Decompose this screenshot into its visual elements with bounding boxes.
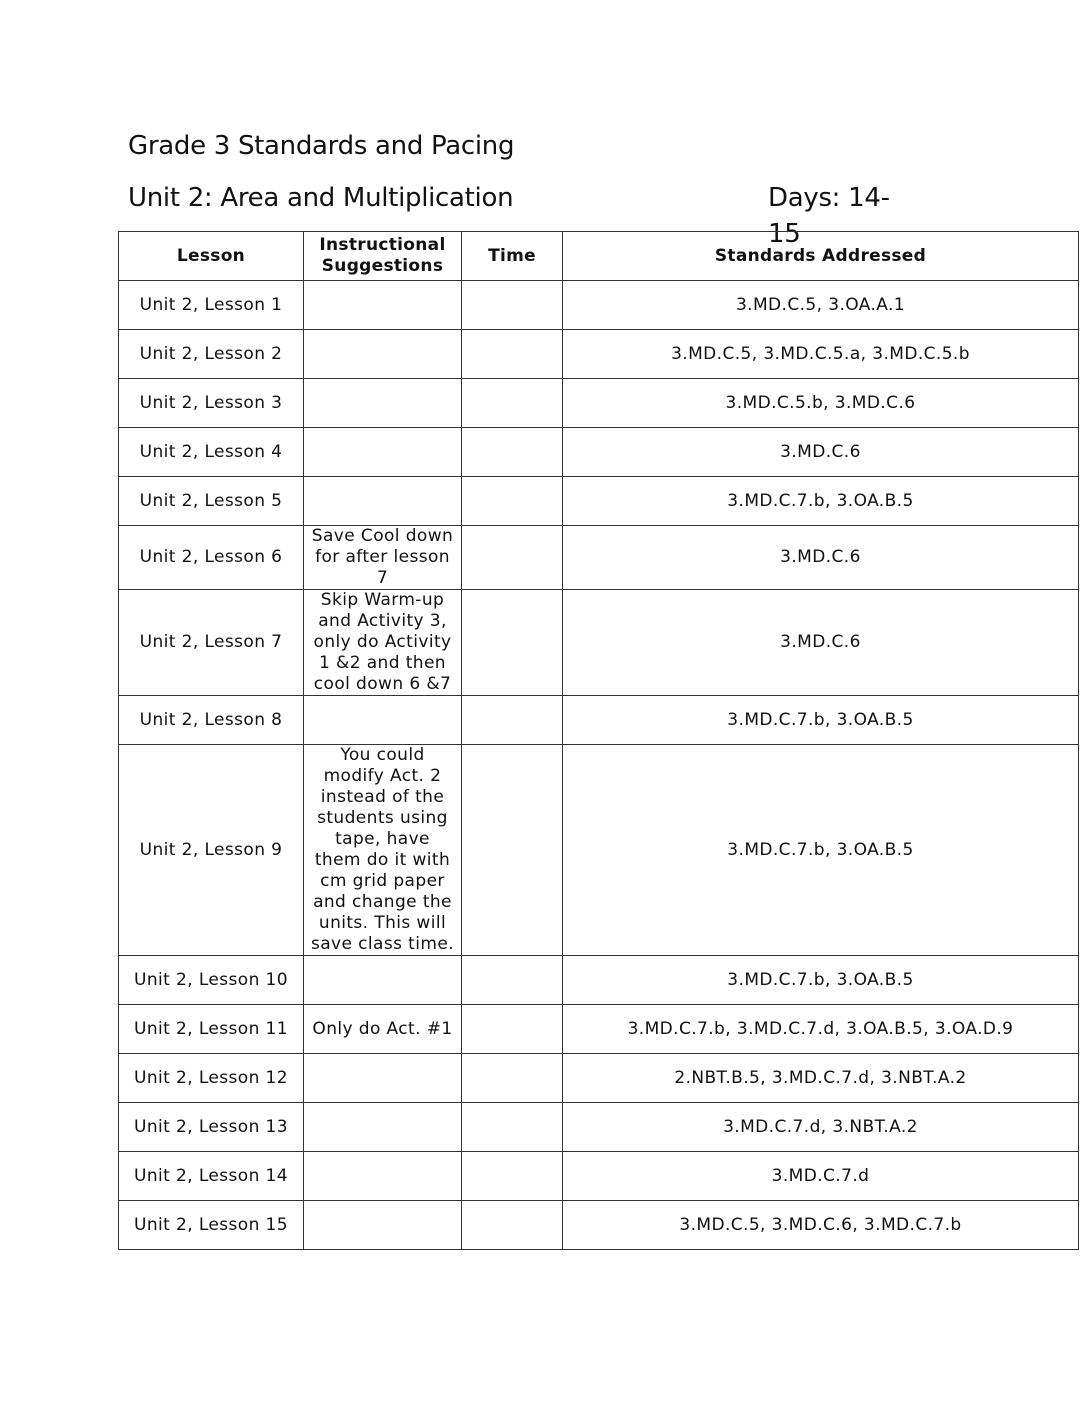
table-row (119, 696, 1079, 745)
standards-cell: 3.MD.C.7.d (563, 1152, 1079, 1201)
table-body (119, 281, 1079, 1250)
table-row (119, 956, 1079, 1005)
lesson-cell: Unit 2, Lesson 7 (119, 590, 304, 696)
table-row (119, 526, 1079, 590)
time-cell (462, 281, 563, 330)
time-cell (462, 696, 563, 745)
time-cell (462, 956, 563, 1005)
standards-cell: 3.MD.C.7.b, 3.MD.C.7.d, 3.OA.B.5, 3.OA.D.9 (563, 1005, 1079, 1054)
table-row (119, 745, 1079, 956)
standards-cell: 3.MD.C.7.b, 3.OA.B.5 (563, 956, 1079, 1005)
standards-cell: 3.MD.C.7.b, 3.OA.B.5 (563, 696, 1079, 745)
suggestion-cell (304, 1201, 462, 1250)
lesson-cell: Unit 2, Lesson 14 (119, 1152, 304, 1201)
time-cell (462, 1152, 563, 1201)
lesson-cell: Unit 2, Lesson 4 (119, 428, 304, 477)
table-row (119, 379, 1079, 428)
suggestion-cell (304, 330, 462, 379)
lesson-cell: Unit 2, Lesson 3 (119, 379, 304, 428)
lesson-cell: Unit 2, Lesson 10 (119, 956, 304, 1005)
suggestion-cell: You could modify Act. 2 instead of the students using tape, have them do it with cm grid paper and change the units. This will save class time. (304, 745, 462, 956)
standards-cell: 3.MD.C.5, 3.MD.C.6, 3.MD.C.7.b (563, 1201, 1079, 1250)
table-row (119, 1201, 1079, 1250)
standards-cell: 3.MD.C.7.b, 3.OA.B.5 (563, 745, 1079, 956)
header-suggestions: Instructional Suggestions (304, 232, 462, 281)
table-row (119, 1152, 1079, 1201)
standards-cell: 3.MD.C.6 (563, 428, 1079, 477)
header-time: Time (462, 232, 563, 281)
time-cell (462, 1103, 563, 1152)
time-cell (462, 428, 563, 477)
table-row (119, 1054, 1079, 1103)
suggestion-cell (304, 956, 462, 1005)
time-cell (462, 1054, 563, 1103)
time-cell (462, 526, 563, 590)
suggestion-cell (304, 477, 462, 526)
unit-days: Days: 14-15 (768, 183, 890, 249)
suggestion-cell (304, 1103, 462, 1152)
header-lesson: Lesson (119, 232, 304, 281)
lesson-cell: Unit 2, Lesson 13 (119, 1103, 304, 1152)
suggestion-cell (304, 1054, 462, 1103)
standards-cell: 3.MD.C.6 (563, 526, 1079, 590)
suggestion-cell: Skip Warm-up and Activity 3, only do Activity 1 &2 and then cool down 6 &7 (304, 590, 462, 696)
lesson-cell: Unit 2, Lesson 11 (119, 1005, 304, 1054)
table-row (119, 1103, 1079, 1152)
table-row (119, 477, 1079, 526)
time-cell (462, 590, 563, 696)
standards-cell: 3.MD.C.5, 3.OA.A.1 (563, 281, 1079, 330)
table-row (119, 281, 1079, 330)
standards-cell: 3.MD.C.7.d, 3.NBT.A.2 (563, 1103, 1079, 1152)
table-header-row (119, 232, 1079, 281)
time-cell (462, 1005, 563, 1054)
lesson-cell: Unit 2, Lesson 1 (119, 281, 304, 330)
table-row (119, 590, 1079, 696)
standards-cell: 3.MD.C.7.b, 3.OA.B.5 (563, 477, 1079, 526)
suggestion-cell (304, 696, 462, 745)
lesson-cell: Unit 2, Lesson 8 (119, 696, 304, 745)
standards-cell: 3.MD.C.5.b, 3.MD.C.6 (563, 379, 1079, 428)
time-cell (462, 1201, 563, 1250)
document-title: Grade 3 Standards and Pacing (128, 131, 515, 161)
header-standards: Standards Addressed (563, 232, 1079, 281)
lesson-cell: Unit 2, Lesson 15 (119, 1201, 304, 1250)
time-cell (462, 477, 563, 526)
unit-heading (128, 180, 908, 249)
suggestion-cell: Save Cool down for after lesson 7 (304, 526, 462, 590)
lesson-cell: Unit 2, Lesson 6 (119, 526, 304, 590)
lesson-cell: Unit 2, Lesson 2 (119, 330, 304, 379)
table-row (119, 428, 1079, 477)
standards-cell: 3.MD.C.6 (563, 590, 1079, 696)
time-cell (462, 745, 563, 956)
suggestion-cell (304, 1152, 462, 1201)
suggestion-cell (304, 281, 462, 330)
lesson-cell: Unit 2, Lesson 5 (119, 477, 304, 526)
suggestion-cell: Only do Act. #1 (304, 1005, 462, 1054)
lesson-cell: Unit 2, Lesson 9 (119, 745, 304, 956)
suggestion-cell (304, 379, 462, 428)
pacing-table (118, 231, 1079, 1250)
time-cell (462, 330, 563, 379)
table-row (119, 330, 1079, 379)
standards-cell: 2.NBT.B.5, 3.MD.C.7.d, 3.NBT.A.2 (563, 1054, 1079, 1103)
table-row (119, 1005, 1079, 1054)
time-cell (462, 379, 563, 428)
standards-cell: 3.MD.C.5, 3.MD.C.5.a, 3.MD.C.5.b (563, 330, 1079, 379)
unit-name: Unit 2: Area and Multiplication (128, 183, 514, 213)
suggestion-cell (304, 428, 462, 477)
lesson-cell: Unit 2, Lesson 12 (119, 1054, 304, 1103)
